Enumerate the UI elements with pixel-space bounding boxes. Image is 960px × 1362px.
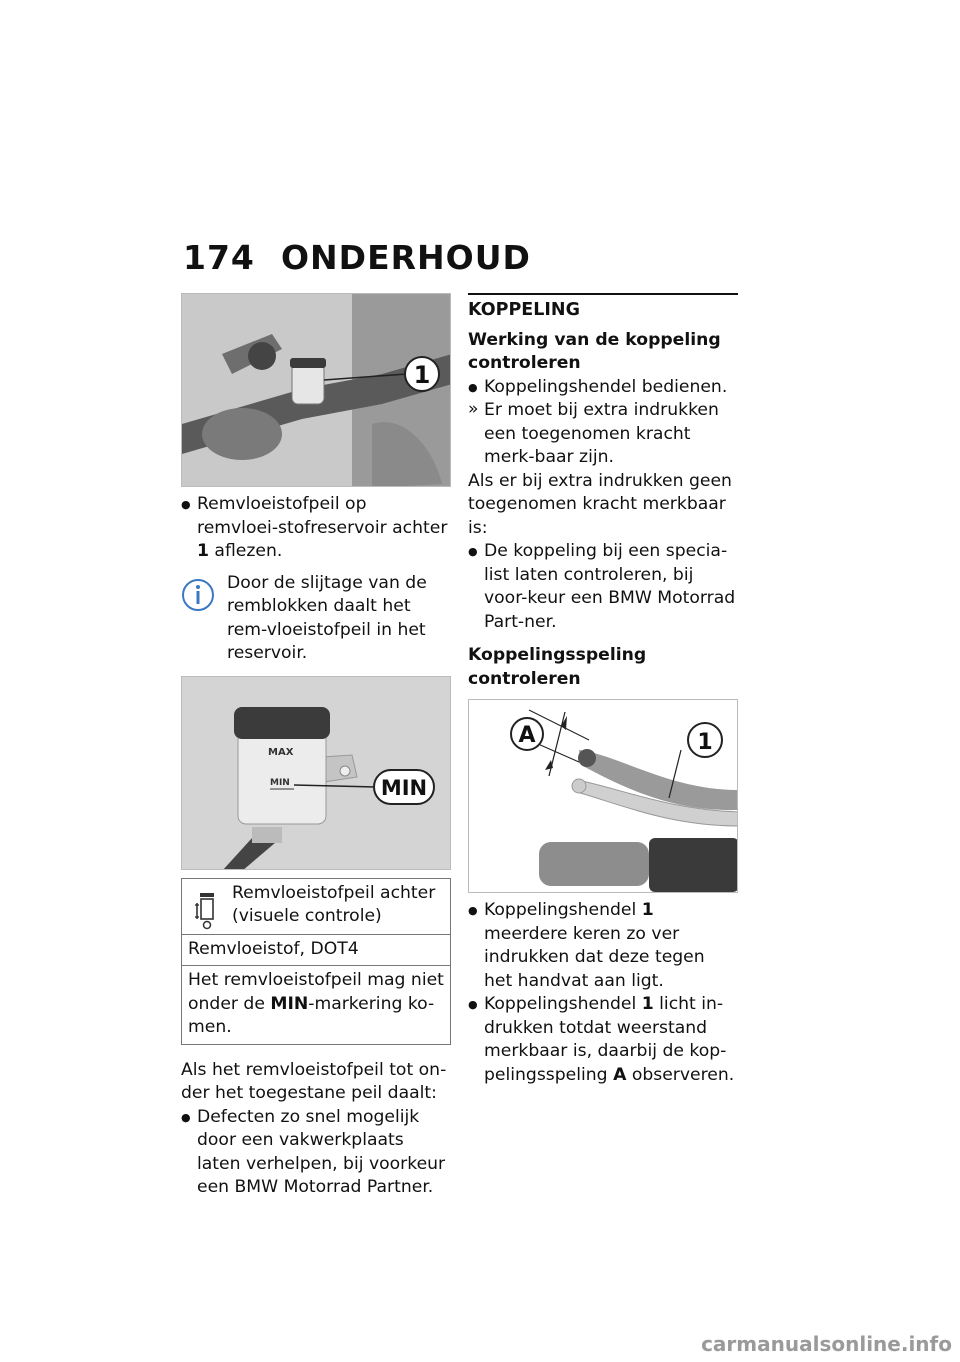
- info-icon: [181, 578, 215, 612]
- min-mark-label: MIN: [270, 777, 290, 788]
- fig-label-1: 1: [697, 730, 713, 755]
- clutch-lever-illustration: [469, 700, 738, 893]
- bullet-operate-lever: ● Koppelingshendel bedienen.: [468, 376, 738, 400]
- bullet-press-lever-lightly: ● Koppelingshendel 1 licht in-drukken totdat weerstand merkbaar is, daarbij de kop-pelingsspeling A observeren.: [468, 993, 738, 1087]
- bullet-read-level: ● Remvloeistofpeil op remvloei-stofreservoir achter 1 aflezen.: [181, 493, 451, 564]
- brake-reservoir-photo: [181, 293, 451, 487]
- right-column: [468, 293, 738, 1087]
- bullet-press-lever-fully: ● Koppelingshendel 1 meerdere keren zo ver indrukken dat deze tegen het handvat aan ligt.: [468, 899, 738, 993]
- min-callout-label: MIN: [380, 775, 428, 800]
- result-force: » Er moet bij extra indrukken een toegenomen kracht merk-baar zijn.: [468, 399, 738, 470]
- no-force-paragraph: Als er bij extra indrukken geen toegenomen kracht merkbaar is:: [468, 470, 732, 538]
- fluid-level-icon: [194, 889, 220, 931]
- reservoir-level-photo: [181, 676, 451, 870]
- bullet-repair: ● Defecten zo snel mogelijk door een vakwerkplaats laten verhelpen, bij voorkeur een BMW Motorrad Partner.: [181, 1106, 451, 1200]
- subtitle-check-clutch: Werking van de koppeling controleren: [468, 329, 721, 373]
- subtitle-clutch-play: Koppelingsspeling controleren: [468, 645, 647, 689]
- info-note: [181, 572, 451, 666]
- fig-label-a: A: [518, 723, 536, 748]
- brake-reservoir-illustration: [182, 294, 451, 487]
- spec-table-row-min: Het remvloeistofpeil mag niet onder de MIN-markering ko-men.: [188, 970, 444, 1037]
- max-mark-label: MAX: [268, 746, 294, 758]
- page-header: [183, 238, 531, 277]
- bullet-specialist: ● De koppeling bij een specia-list laten controleren, bij voor-keur een BMW Motorrad Part-ner.: [468, 540, 738, 634]
- spec-table-title: Remvloeistofpeil achter (visuele controle): [232, 882, 436, 926]
- section-heading: ONDERHOUD: [281, 238, 531, 277]
- left-column: [181, 293, 451, 1200]
- reservoir-min-max-illustration: [182, 677, 451, 870]
- note-text: Door de slijtage van de remblokken daalt het rem-vloeistofpeil in het reservoir.: [227, 572, 427, 663]
- section-title-koppeling: KOPPELING: [468, 293, 738, 323]
- spec-table: [181, 878, 451, 1045]
- clutch-lever-photo: [468, 699, 738, 893]
- watermark: carmanualsonline.info: [701, 1332, 952, 1356]
- low-level-paragraph: Als het remvloeistofpeil tot on-der het toegestane peil daalt:: [181, 1059, 447, 1103]
- fig1-callout-label: 1: [413, 361, 431, 389]
- spec-table-heading: [182, 879, 450, 935]
- spec-table-row-fluid: Remvloeistof, DOT4: [182, 935, 450, 967]
- page-number: 174: [183, 238, 255, 277]
